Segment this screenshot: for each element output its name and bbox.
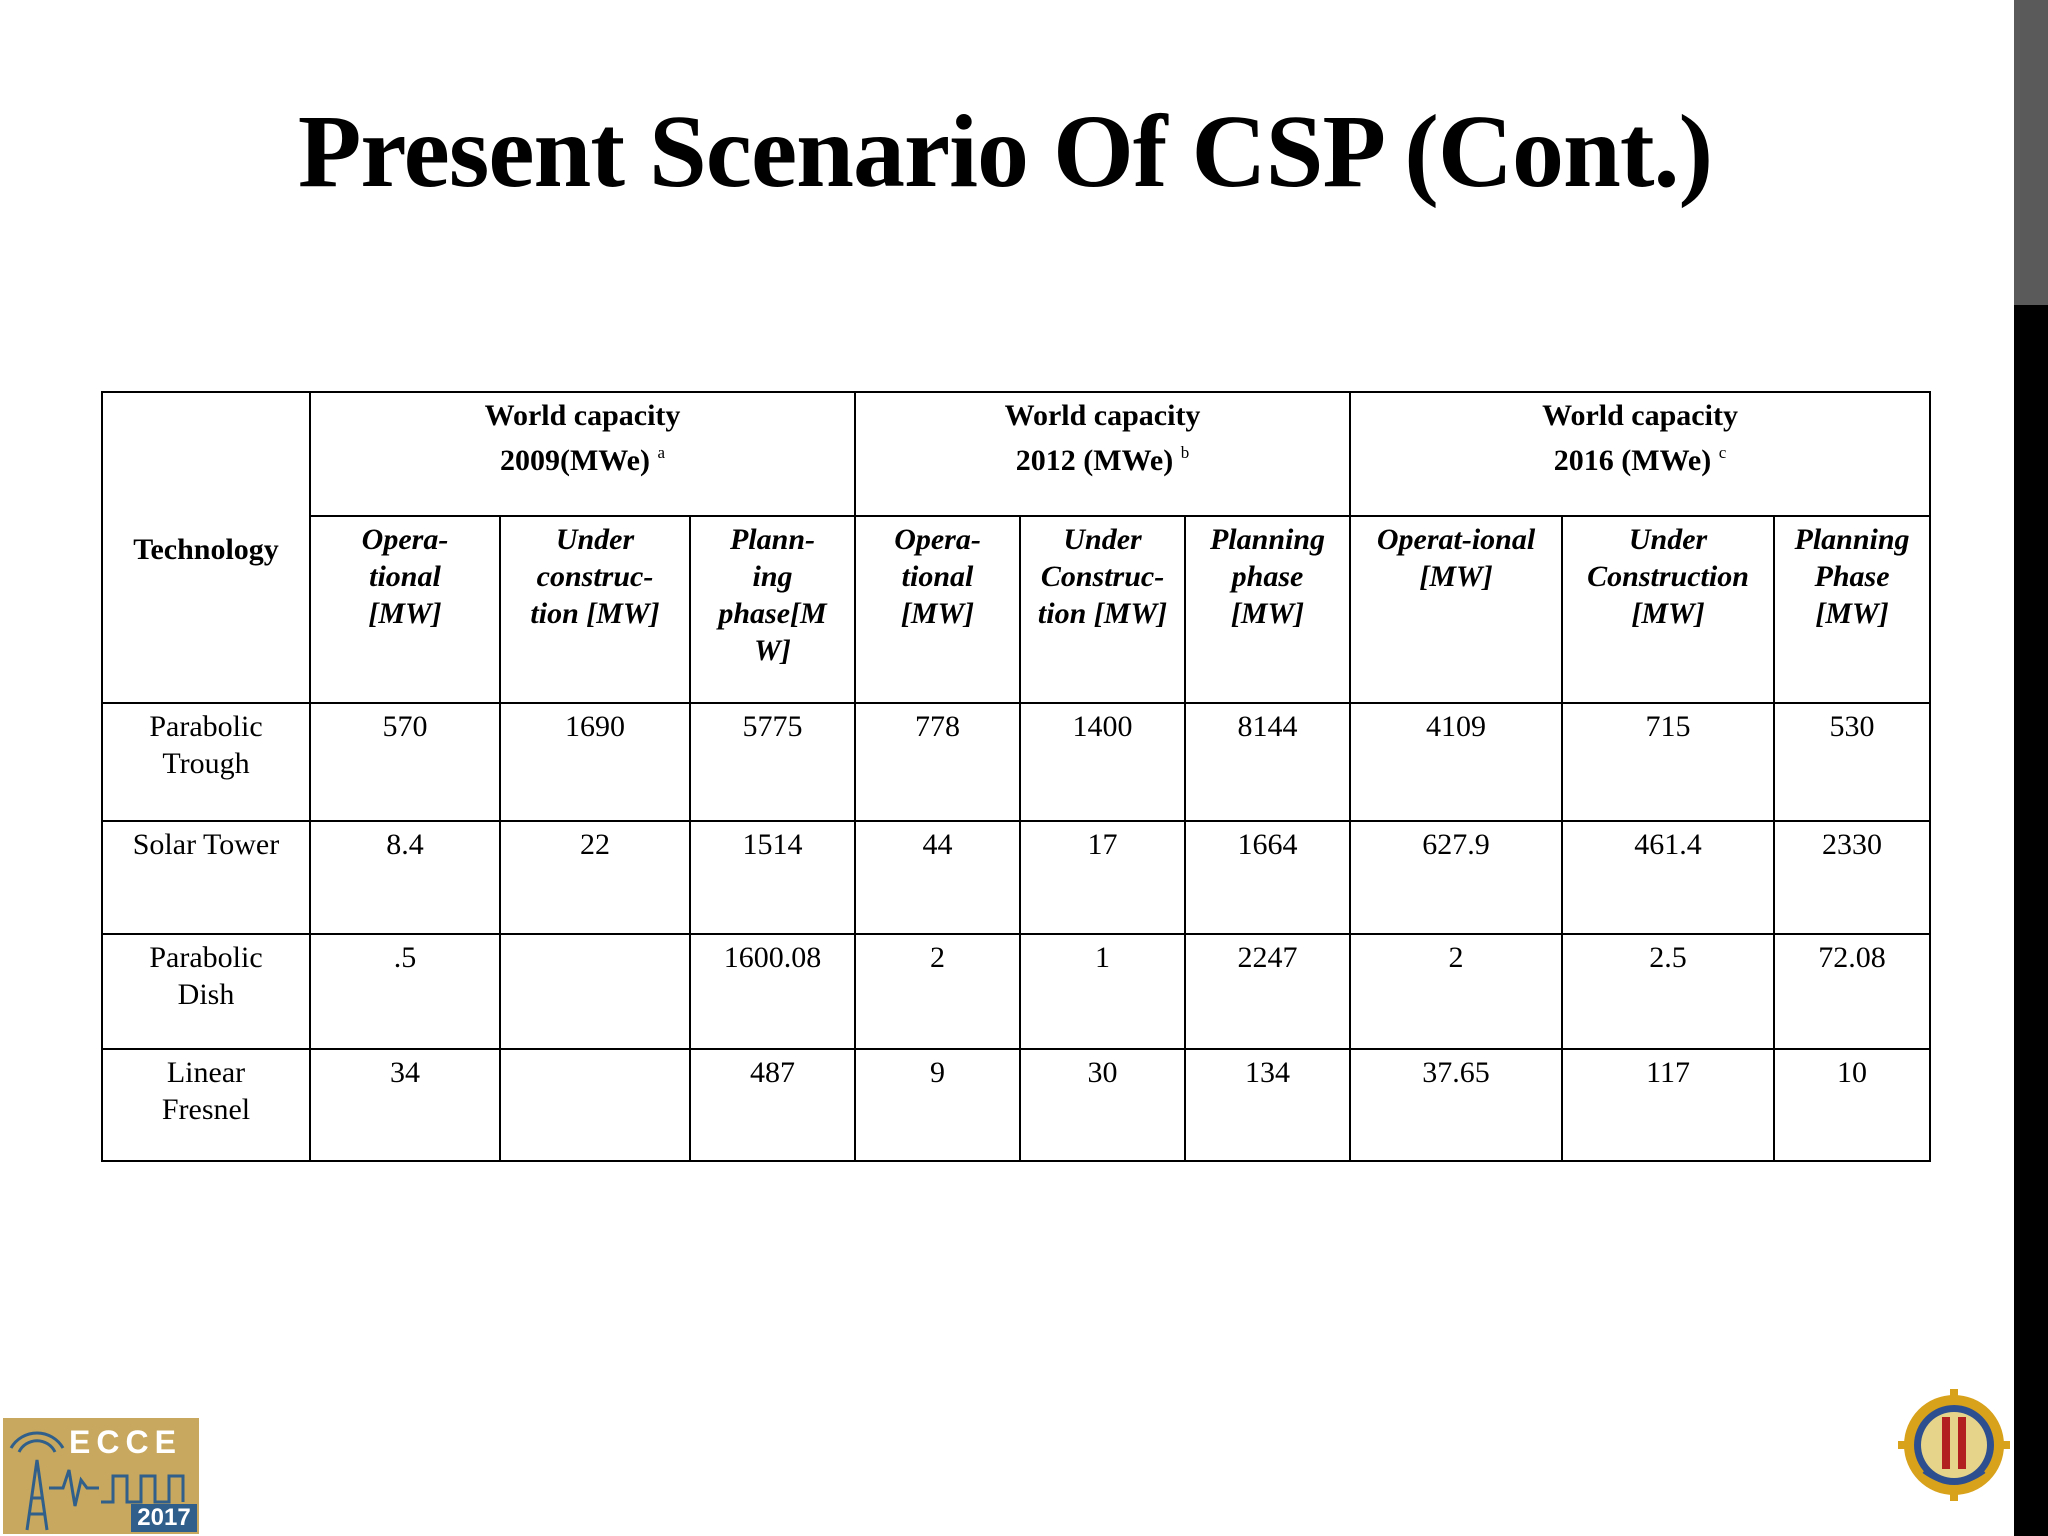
value-cell: 1600.08 — [690, 934, 855, 1049]
value-cell: 2330 — [1774, 821, 1930, 934]
group-title: World capacity — [484, 399, 681, 432]
scrollbar-thumb[interactable] — [2014, 0, 2048, 305]
subheader-cell: Under construc- tion [MW] — [500, 516, 690, 703]
table-row — [102, 703, 1930, 821]
slide-title: Present Scenario Of CSP (Cont.) — [297, 94, 1713, 209]
value-cell: 34 — [310, 1049, 500, 1161]
value-cell: 2 — [855, 934, 1020, 1049]
value-cell: 778 — [855, 703, 1020, 821]
value-cell: 8144 — [1185, 703, 1350, 821]
technology-header: Technology — [102, 392, 310, 703]
value-cell: 461.4 — [1562, 821, 1774, 934]
value-cell: 1664 — [1185, 821, 1350, 934]
value-cell: 72.08 — [1774, 934, 1930, 1049]
group-header-2012 — [855, 392, 1350, 516]
value-cell: 2.5 — [1562, 934, 1774, 1049]
value-cell: 17 — [1020, 821, 1185, 934]
subheader-cell: Operat-ional [MW] — [1350, 516, 1562, 703]
value-cell — [500, 1049, 690, 1161]
value-cell: 117 — [1562, 1049, 1774, 1161]
footnote-mark: a — [657, 443, 666, 462]
value-cell: 4109 — [1350, 703, 1562, 821]
value-cell: 22 — [500, 821, 690, 934]
value-cell: 570 — [310, 703, 500, 821]
value-cell: 134 — [1185, 1049, 1350, 1161]
value-cell: 1400 — [1020, 703, 1185, 821]
group-year: 2012 (MWe) — [1015, 444, 1174, 477]
value-cell: 487 — [690, 1049, 855, 1161]
footnote-mark: c — [1718, 443, 1727, 462]
group-year: 2009(MWe) — [500, 444, 650, 477]
subheader-cell: Opera- tional [MW] — [855, 516, 1020, 703]
group-header-2009 — [310, 392, 855, 516]
footnote-mark: b — [1180, 443, 1190, 462]
value-cell: 5775 — [690, 703, 855, 821]
subheader-cell: Planning phase [MW] — [1185, 516, 1350, 703]
subheader-cell: Plann- ing phase[M W] — [690, 516, 855, 703]
group-title: World capacity — [1542, 399, 1738, 432]
scrollbar[interactable] — [2014, 0, 2048, 1536]
ecce-2017-logo — [3, 1418, 199, 1534]
subheader-cell: Under Construc- tion [MW] — [1020, 516, 1185, 703]
logo-text: ECCE — [69, 1424, 182, 1460]
group-year: 2016 (MWe) — [1553, 444, 1712, 477]
value-cell: 8.4 — [310, 821, 500, 934]
value-cell: 1690 — [500, 703, 690, 821]
group-header-2016 — [1350, 392, 1930, 516]
value-cell: 2247 — [1185, 934, 1350, 1049]
technology-cell: Parabolic Trough — [102, 703, 310, 821]
value-cell: 37.65 — [1350, 1049, 1562, 1161]
value-cell: 10 — [1774, 1049, 1930, 1161]
technology-cell: Linear Fresnel — [102, 1049, 310, 1161]
value-cell: 44 — [855, 821, 1020, 934]
csp-capacity-table — [101, 391, 1931, 1162]
value-cell: .5 — [310, 934, 500, 1049]
value-cell: 1514 — [690, 821, 855, 934]
value-cell: 715 — [1562, 703, 1774, 821]
university-emblem-icon — [1898, 1389, 2010, 1501]
technology-cell: Solar Tower — [102, 821, 310, 934]
table-row — [102, 1049, 1930, 1161]
value-cell — [500, 934, 690, 1049]
value-cell: 530 — [1774, 703, 1930, 821]
group-title: World capacity — [1004, 399, 1201, 432]
value-cell: 627.9 — [1350, 821, 1562, 934]
table-row — [102, 934, 1930, 1049]
value-cell: 9 — [855, 1049, 1020, 1161]
value-cell: 1 — [1020, 934, 1185, 1049]
subheader-cell: Planning Phase [MW] — [1774, 516, 1930, 703]
subheader-cell: Under Construction [MW] — [1562, 516, 1774, 703]
value-cell: 30 — [1020, 1049, 1185, 1161]
subheader-cell: Opera- tional [MW] — [310, 516, 500, 703]
subheader-row — [102, 516, 1930, 703]
logo-year: 2017 — [131, 1504, 197, 1532]
value-cell: 2 — [1350, 934, 1562, 1049]
table-row — [102, 821, 1930, 934]
technology-cell: Parabolic Dish — [102, 934, 310, 1049]
